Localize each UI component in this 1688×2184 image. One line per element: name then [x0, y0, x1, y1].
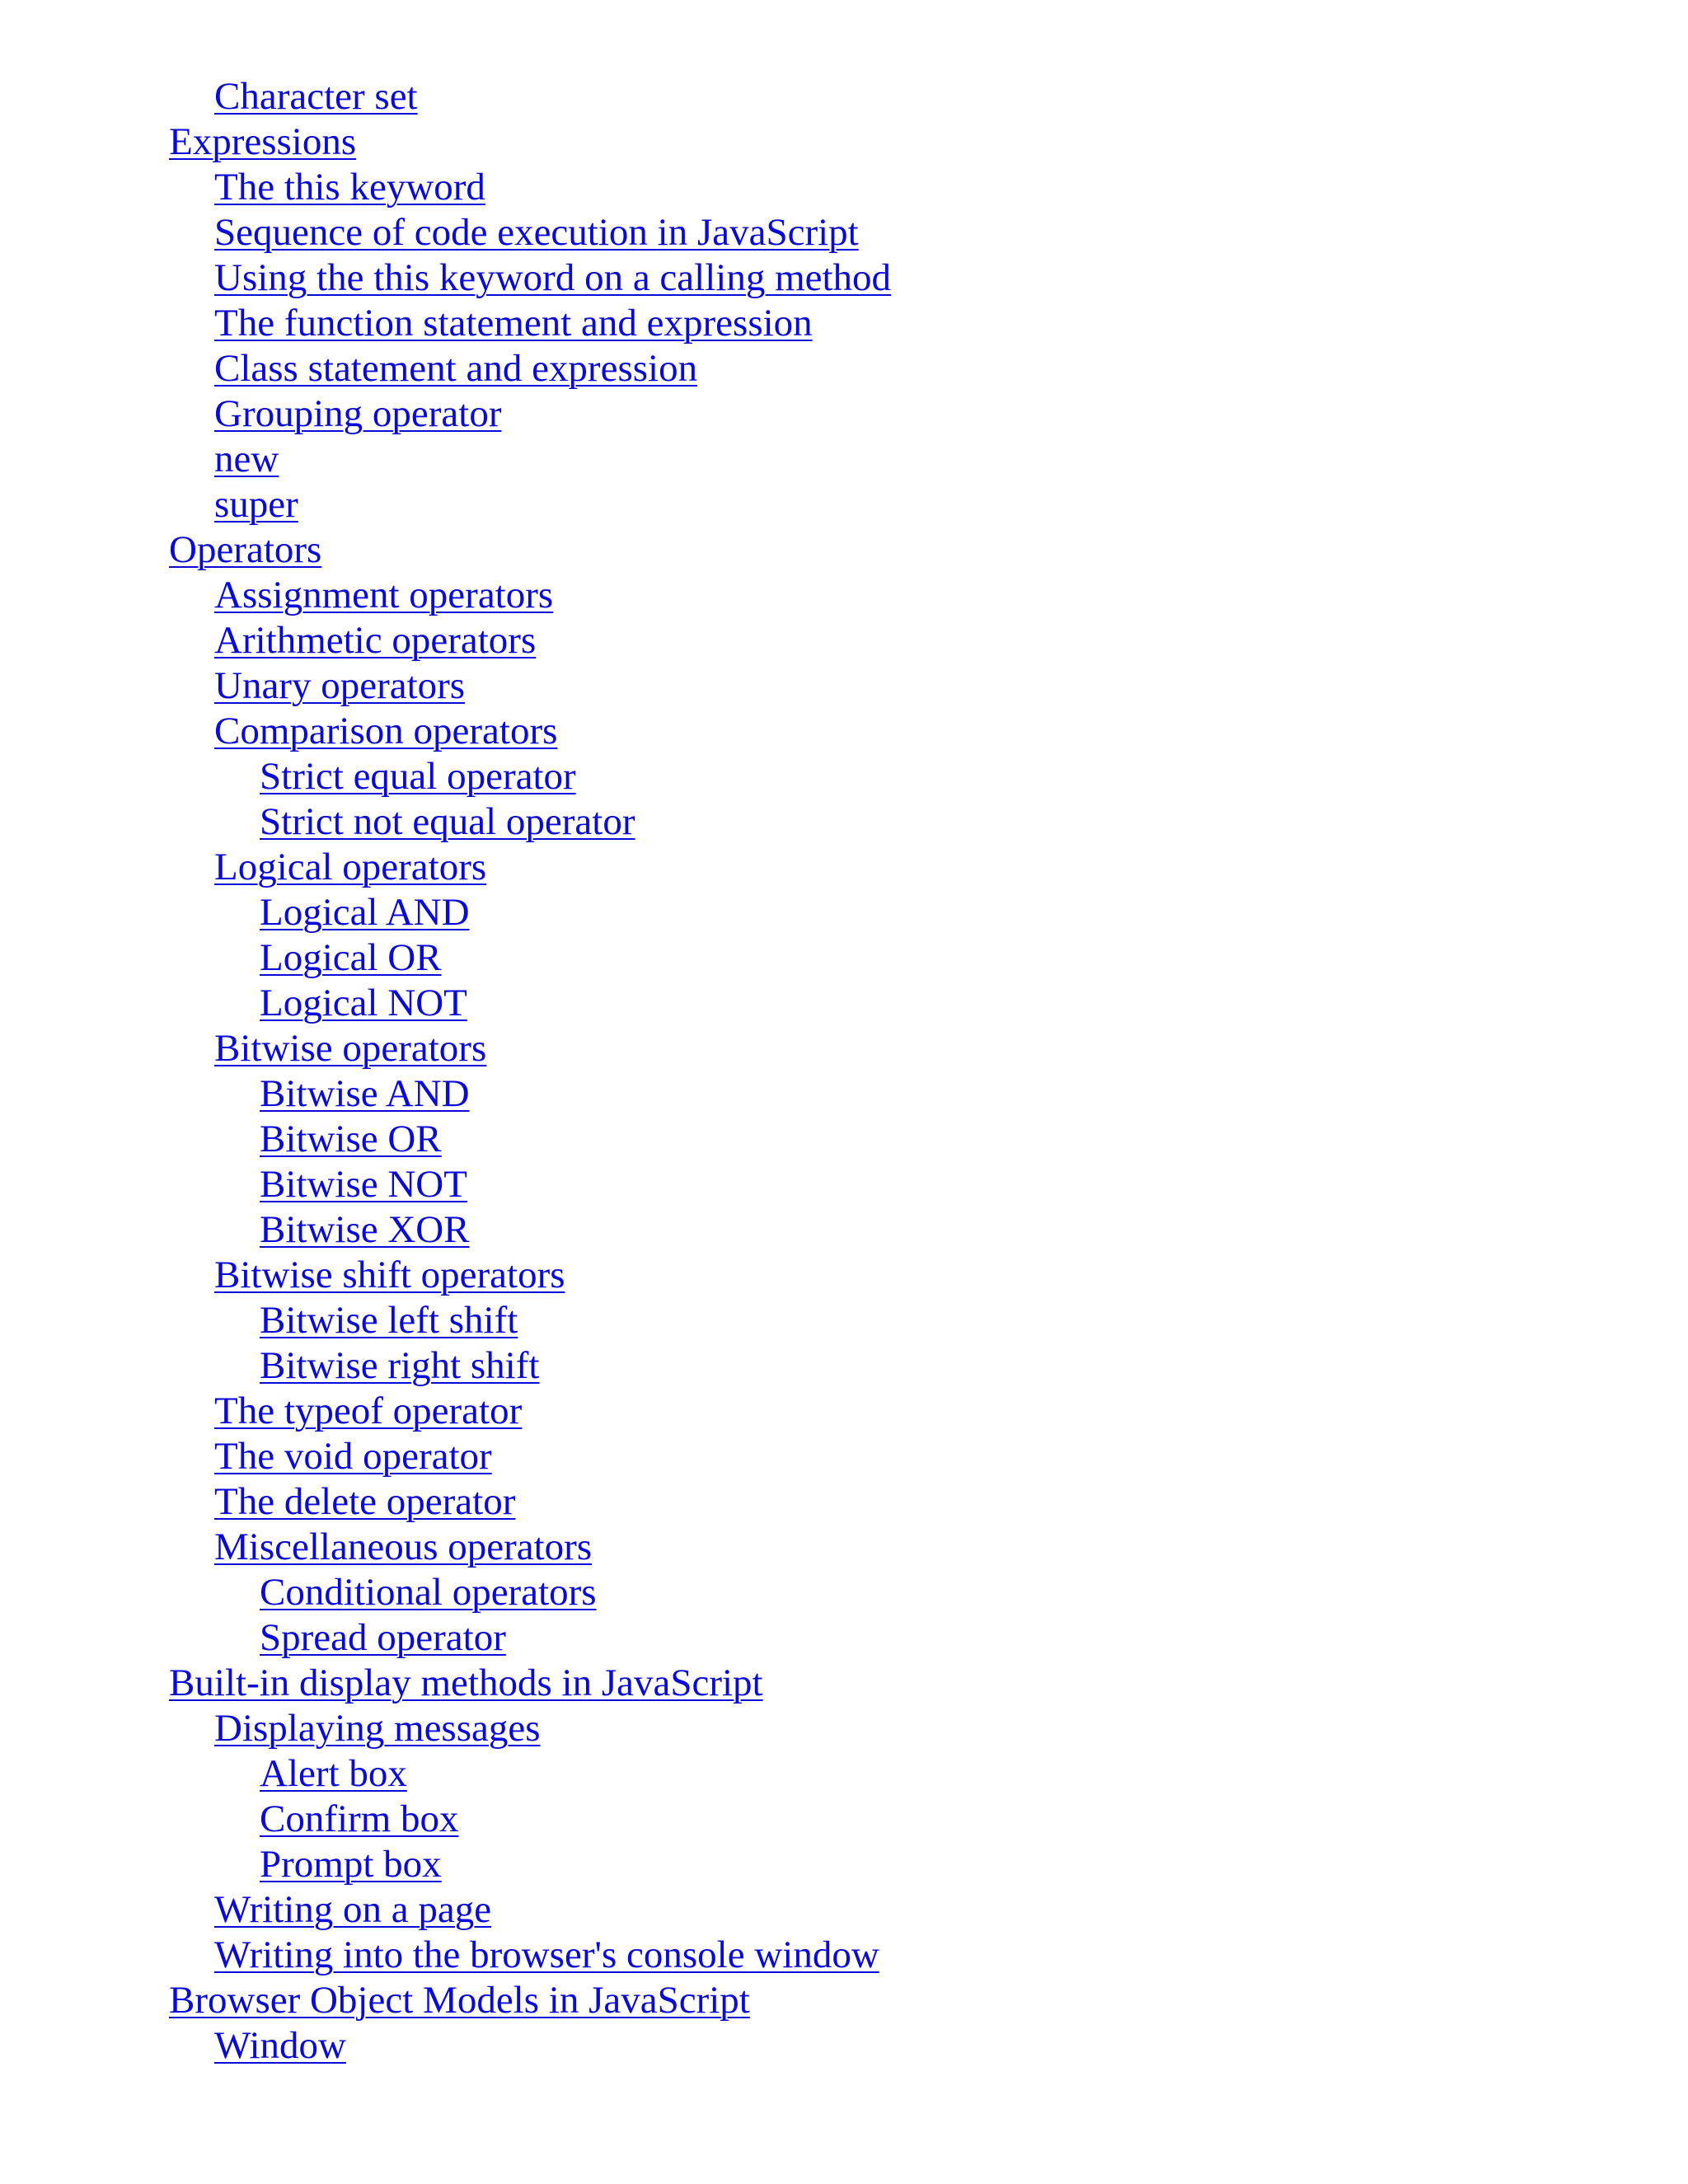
- toc-entry: [169, 981, 891, 1026]
- toc-link[interactable]: Logical AND: [260, 891, 470, 934]
- toc-entry: [169, 1751, 891, 1797]
- toc-entry: [169, 1933, 891, 1978]
- toc-entry: [169, 165, 891, 210]
- toc-entry: [169, 1117, 891, 1162]
- toc-link[interactable]: Displaying messages: [214, 1707, 541, 1750]
- toc-entry: [169, 1661, 891, 1706]
- toc-link[interactable]: Sequence of code execution in JavaScript: [214, 211, 859, 254]
- toc-link[interactable]: Operators: [169, 528, 322, 571]
- toc-entry: [169, 1978, 891, 2023]
- toc-link[interactable]: Bitwise OR: [260, 1118, 442, 1160]
- toc-entry: [169, 2023, 891, 2069]
- toc-link[interactable]: Bitwise NOT: [260, 1163, 467, 1206]
- toc-link[interactable]: Bitwise right shift: [260, 1344, 540, 1387]
- toc-entry: [169, 120, 891, 165]
- toc-link[interactable]: Strict equal operator: [260, 755, 576, 798]
- toc-link[interactable]: Character set: [214, 75, 418, 118]
- toc-entry: [169, 301, 891, 346]
- toc-link[interactable]: Class statement and expression: [214, 347, 698, 390]
- toc-entry: [169, 1434, 891, 1479]
- toc-link[interactable]: Window: [214, 2024, 346, 2067]
- toc-entry: [169, 1706, 891, 1751]
- toc-link[interactable]: super: [214, 483, 298, 526]
- toc-entry: [169, 1842, 891, 1887]
- table-of-contents: [169, 74, 891, 2069]
- toc-link[interactable]: Browser Object Models in JavaScript: [169, 1979, 750, 2022]
- toc-entry: [169, 346, 891, 391]
- toc-entry: [169, 1207, 891, 1253]
- toc-link[interactable]: Built-in display methods in JavaScript: [169, 1661, 763, 1704]
- toc-link[interactable]: Bitwise AND: [260, 1072, 470, 1115]
- toc-link[interactable]: The typeof operator: [214, 1390, 523, 1432]
- toc-entry: [169, 527, 891, 573]
- toc-entry: [169, 1162, 891, 1207]
- toc-link[interactable]: Using the this keyword on a calling method: [214, 256, 892, 299]
- toc-link[interactable]: The void operator: [214, 1435, 492, 1478]
- toc-entry: [169, 391, 891, 437]
- toc-link[interactable]: Arithmetic operators: [214, 619, 537, 662]
- toc-link[interactable]: Strict not equal operator: [260, 800, 635, 843]
- toc-entry: [169, 709, 891, 754]
- toc-link[interactable]: Miscellaneous operators: [214, 1526, 593, 1568]
- toc-entry: [169, 845, 891, 890]
- toc-entry: [169, 1298, 891, 1343]
- toc-entry: [169, 255, 891, 301]
- toc-entry: [169, 482, 891, 527]
- toc-link[interactable]: new: [214, 438, 279, 480]
- toc-entry: [169, 210, 891, 255]
- toc-entry: [169, 754, 891, 799]
- toc-entry: [169, 935, 891, 981]
- toc-link[interactable]: Alert box: [260, 1752, 407, 1795]
- toc-link[interactable]: Bitwise left shift: [260, 1299, 518, 1342]
- toc-entry: [169, 437, 891, 482]
- toc-entry: [169, 618, 891, 663]
- toc-link[interactable]: Writing on a page: [214, 1888, 492, 1931]
- toc-link[interactable]: Spread operator: [260, 1616, 506, 1659]
- toc-link[interactable]: The function statement and expression: [214, 302, 813, 344]
- toc-link[interactable]: Expressions: [169, 120, 357, 163]
- toc-entry: [169, 799, 891, 845]
- toc-link[interactable]: Grouping operator: [214, 392, 502, 435]
- toc-entry: [169, 890, 891, 935]
- toc-link[interactable]: Writing into the browser's console window: [214, 1933, 879, 1976]
- toc-link[interactable]: Assignment operators: [214, 574, 554, 616]
- toc-entry: [169, 1026, 891, 1071]
- toc-link[interactable]: Comparison operators: [214, 710, 558, 752]
- toc-entry: [169, 1479, 891, 1525]
- toc-entry: [169, 1525, 891, 1570]
- toc-entry: [169, 1797, 891, 1842]
- toc-link[interactable]: Bitwise operators: [214, 1027, 487, 1070]
- toc-link[interactable]: Prompt box: [260, 1843, 442, 1886]
- toc-link[interactable]: Bitwise shift operators: [214, 1254, 565, 1296]
- toc-link[interactable]: The this keyword: [214, 166, 485, 209]
- toc-entry: [169, 74, 891, 120]
- toc-link[interactable]: Bitwise XOR: [260, 1208, 470, 1251]
- toc-link[interactable]: Unary operators: [214, 664, 466, 707]
- toc-link[interactable]: Logical operators: [214, 846, 487, 888]
- toc-entry: [169, 1615, 891, 1661]
- toc-entry: [169, 663, 891, 709]
- toc-entry: [169, 1253, 891, 1298]
- toc-entry: [169, 1071, 891, 1117]
- toc-entry: [169, 1389, 891, 1434]
- toc-link[interactable]: Conditional operators: [260, 1571, 597, 1614]
- toc-entry: [169, 573, 891, 618]
- toc-link[interactable]: Logical OR: [260, 936, 442, 979]
- toc-link[interactable]: Logical NOT: [260, 982, 467, 1024]
- toc-entry: [169, 1343, 891, 1389]
- toc-link[interactable]: Confirm box: [260, 1797, 459, 1840]
- toc-entry: [169, 1887, 891, 1933]
- toc-entry: [169, 1570, 891, 1615]
- toc-link[interactable]: The delete operator: [214, 1480, 516, 1523]
